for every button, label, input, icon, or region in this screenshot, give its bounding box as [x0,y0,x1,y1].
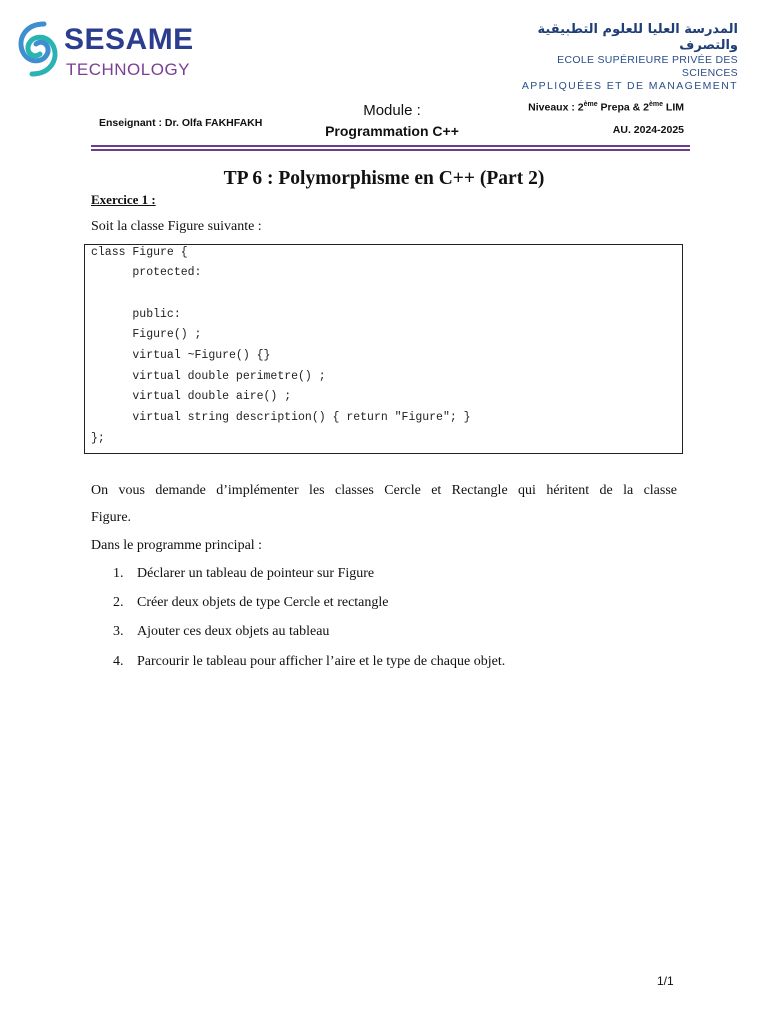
code-line: virtual ~Figure() {} [91,349,271,362]
list-item [113,654,505,670]
list-item-number: 3. [113,624,124,639]
header-divider-bottom [91,149,690,151]
module-name: Programmation C++ [325,123,459,139]
page-number: 1/1 [657,974,674,988]
school-name-french-line1: ECOLE SUPÉRIEURE PRIVÉE DES SCIENCES [557,54,738,79]
code-line: virtual double aire() ; [91,390,292,403]
code-line: virtual double perimetre() ; [91,370,326,383]
brand-subtitle: TECHNOLOGY [66,60,191,79]
code-line: protected: [91,266,202,279]
list-item-text: Ajouter ces deux objets au tableau [137,624,330,639]
levels-suffix: LIM [663,101,684,114]
code-line: }; [91,432,105,445]
header-divider-top [91,145,690,147]
main-program-intro: Dans le programme principal : [91,538,263,553]
list-item [113,566,374,582]
page-title: TP 6 : Polymorphisme en C++ (Part 2) [223,168,545,189]
list-item-number: 1. [113,566,124,581]
school-logo [498,22,738,93]
levels [528,101,684,114]
list-item-text: Créer deux objets de type Cercle et rectangle [137,595,389,610]
list-item [113,624,329,640]
exercise-heading: Exercice 1 : [91,192,156,207]
list-item [113,595,389,611]
list-item-number: 2. [113,595,124,610]
code-line: class Figure { [91,246,188,259]
list-item-text: Déclarer un tableau de pointeur sur Figure [137,566,375,581]
code-line: Figure() ; [91,328,202,341]
levels-superscript-2: ème [648,101,663,108]
teacher-name: Enseignant : Dr. Olfa FAKHFAKH [99,117,263,129]
brand-name: SESAME [64,23,194,56]
code-block [84,244,683,454]
levels-superscript-1: ème [583,101,598,108]
exercise-paragraph-line1: On vous demande d’implémenter les classes Cercle et Rectangle qui héritent de la classe [91,483,677,498]
sesame-logo [14,18,204,80]
levels-prefix: Niveaux : 2 [528,101,584,114]
list-item-text: Parcourir le tableau pour afficher l’aire et le type de chaque objet. [137,654,506,669]
code-line: virtual string description() { return "Figure"; } [91,411,471,424]
code-line: public: [91,308,181,321]
sesame-spiral-icon [14,18,62,80]
exercise-intro: Soit la classe Figure suivante : [91,219,262,234]
academic-year: AU. 2024-2025 [612,124,684,136]
school-name-french-line2: APPLIQUÉES ET DE MANAGEMENT [521,80,738,92]
exercise-paragraph-line2: Figure. [91,510,132,525]
list-item-number: 4. [113,654,124,669]
levels-middle: Prepa & 2 [597,101,649,114]
school-name-arabic: المدرسة العليا للعلوم التطبيقية والتصرف [537,22,738,53]
module-label: Module : [363,102,421,119]
